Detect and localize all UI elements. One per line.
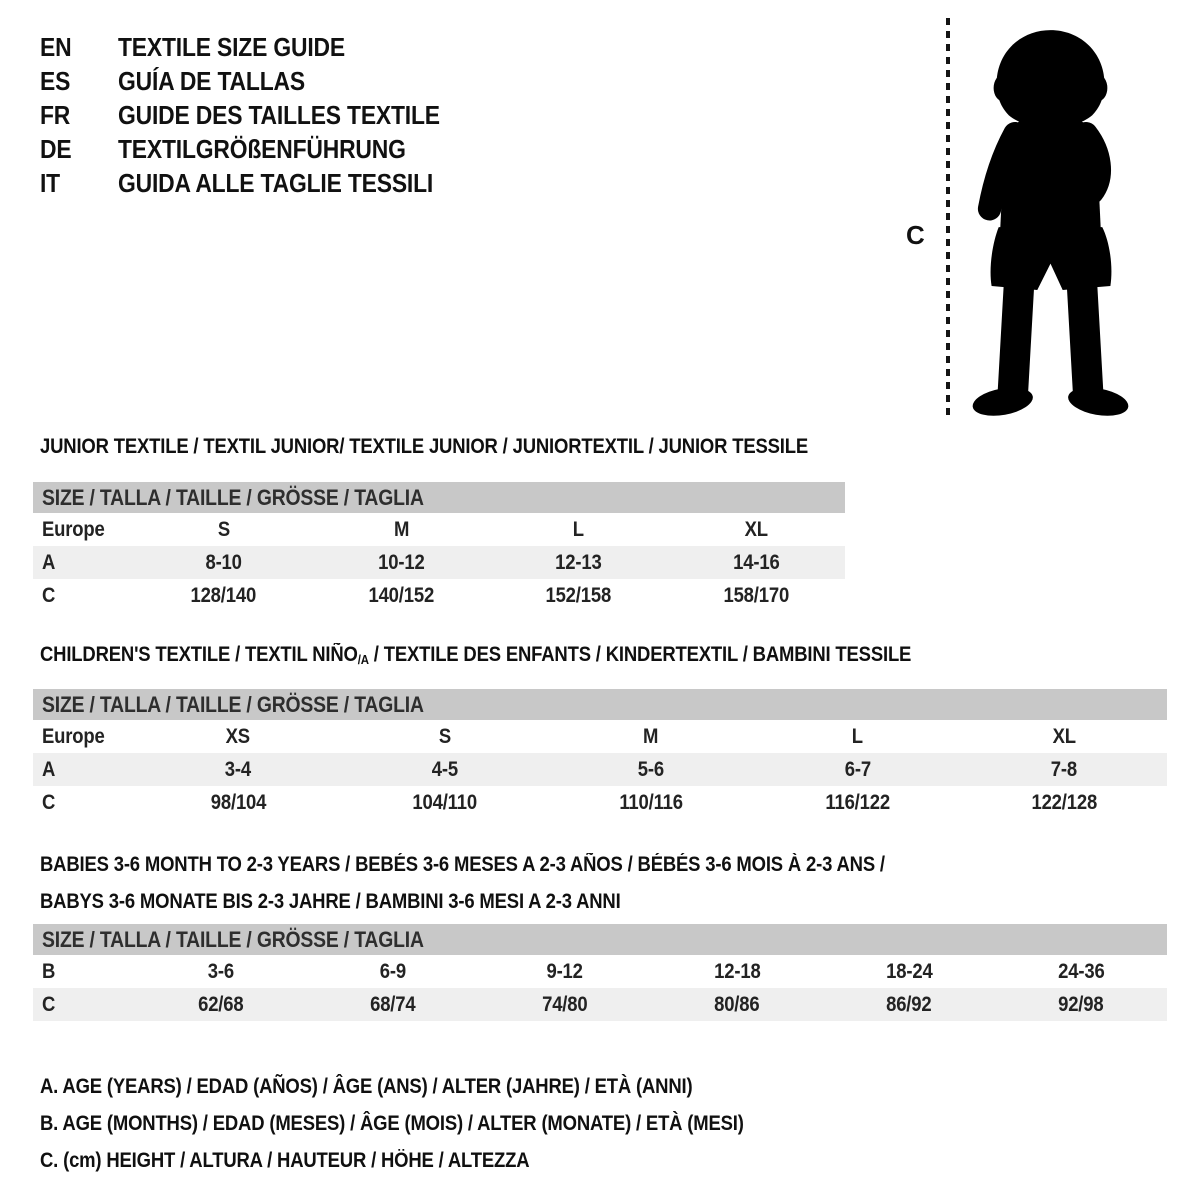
language-label: GUIDE DES TAILLES TEXTILE bbox=[118, 100, 440, 130]
size-cell: 7-8 bbox=[1050, 757, 1077, 781]
size-cell: XL bbox=[744, 517, 768, 541]
row-label: A bbox=[42, 757, 56, 781]
size-cell: 104/110 bbox=[412, 790, 477, 814]
size-cell: 3-6 bbox=[207, 959, 235, 983]
size-cell: 4-5 bbox=[431, 757, 458, 781]
section-title-children: CHILDREN'S TEXTILE / TEXTIL NIÑO/A / TEXTILE DES ENFANTS / KINDERTEXTIL / BAMBINI TESSILE bbox=[40, 643, 912, 667]
size-cell: 24-36 bbox=[1057, 959, 1105, 983]
size-header-bar: SIZE / TALLA / TAILLE / GRÖSSE / TAGLIA bbox=[33, 482, 845, 513]
language-label: GUÍA DE TALLAS bbox=[118, 66, 305, 96]
legend-line-b: B. AGE (MONTHS) / EDAD (MESES) / ÂGE (MOIS) / ALTER (MONATE) / ETÀ (MESI) bbox=[40, 1112, 744, 1135]
language-code: ES bbox=[40, 66, 71, 96]
size-cell: 68/74 bbox=[370, 992, 416, 1016]
size-cell: L bbox=[851, 724, 863, 748]
size-cell: 110/116 bbox=[619, 790, 683, 814]
language-code: FR bbox=[40, 100, 71, 130]
legend-line-a: A. AGE (YEARS) / EDAD (AÑOS) / ÂGE (ANS) / ALTER (JAHRE) / ETÀ (ANNI) bbox=[40, 1075, 693, 1098]
row-label: C bbox=[42, 790, 56, 814]
row-label: Europe bbox=[42, 517, 105, 541]
language-label: GUIDA ALLE TAGLIE TESSILI bbox=[118, 168, 434, 198]
height-measure-dashed-line bbox=[946, 18, 950, 418]
language-row bbox=[40, 30, 484, 64]
size-cell: L bbox=[573, 517, 585, 541]
language-row bbox=[40, 132, 484, 166]
language-code: DE bbox=[40, 134, 72, 164]
size-cell: 10-12 bbox=[378, 550, 425, 574]
size-header-bar: SIZE / TALLA / TAILLE / GRÖSSE / TAGLIA bbox=[33, 924, 1167, 955]
size-cell: M bbox=[643, 724, 659, 748]
language-row bbox=[40, 64, 484, 98]
language-row bbox=[40, 98, 484, 132]
table-row bbox=[33, 579, 845, 612]
language-code: EN bbox=[40, 32, 72, 62]
table-row bbox=[33, 753, 1167, 786]
legend-line-c: C. (cm) HEIGHT / ALTURA / HAUTEUR / HÖHE / ALTEZZA bbox=[40, 1149, 530, 1172]
size-cell: 92/98 bbox=[1058, 992, 1104, 1016]
section-title-babies: BABIES 3-6 MONTH TO 2-3 YEARS / BEBÉS 3-6 MESES A 2-3 AÑOS / BÉBÉS 3-6 MOIS À 2-3 ANS / BABYS 3-6 MONATE BIS 2-3 JAHRE / BAMBINI 3-6 MESI A 2-3 ANNI bbox=[40, 853, 885, 913]
size-cell: 18-24 bbox=[885, 959, 933, 983]
size-cell: 6-7 bbox=[844, 757, 871, 781]
size-cell: 152/158 bbox=[545, 583, 612, 607]
size-header-bar: SIZE / TALLA / TAILLE / GRÖSSE / TAGLIA bbox=[33, 689, 1167, 720]
children-size-table bbox=[33, 689, 1167, 819]
table-row bbox=[33, 988, 1167, 1021]
language-code: IT bbox=[40, 168, 60, 198]
size-cell: 128/140 bbox=[190, 583, 257, 607]
row-label: C bbox=[42, 992, 56, 1016]
babies-size-table bbox=[33, 924, 1167, 1021]
size-cell: 158/170 bbox=[723, 583, 790, 607]
language-guide bbox=[40, 30, 484, 200]
size-cell: 12-18 bbox=[713, 959, 761, 983]
size-cell: 8-10 bbox=[205, 550, 242, 574]
size-cell: S bbox=[217, 517, 230, 541]
table-row bbox=[33, 955, 1167, 988]
language-label: TEXTILGRÖßENFÜHRUNG bbox=[118, 134, 406, 164]
size-cell: 6-9 bbox=[379, 959, 407, 983]
row-label: C bbox=[42, 583, 56, 607]
size-cell: 62/68 bbox=[198, 992, 244, 1016]
size-cell: 98/104 bbox=[210, 790, 266, 814]
size-cell: 122/128 bbox=[1031, 790, 1097, 814]
size-cell: 140/152 bbox=[368, 583, 435, 607]
size-cell: 3-4 bbox=[225, 757, 252, 781]
size-cell: M bbox=[393, 517, 409, 541]
table-row bbox=[33, 720, 1167, 753]
size-cell: 74/80 bbox=[542, 992, 588, 1016]
size-cell: 86/92 bbox=[886, 992, 932, 1016]
language-label: TEXTILE SIZE GUIDE bbox=[118, 32, 345, 62]
language-row bbox=[40, 166, 484, 200]
junior-size-table bbox=[33, 482, 845, 612]
toddler-silhouette-icon bbox=[962, 24, 1140, 420]
table-row bbox=[33, 513, 845, 546]
size-cell: XS bbox=[226, 724, 251, 748]
size-cell: 12-13 bbox=[555, 550, 602, 574]
row-label: A bbox=[42, 550, 56, 574]
size-cell: 9-12 bbox=[546, 959, 584, 983]
row-label: B bbox=[42, 959, 56, 983]
size-cell: 14-16 bbox=[733, 550, 780, 574]
row-label: Europe bbox=[42, 724, 105, 748]
table-row bbox=[33, 786, 1167, 819]
size-cell: 116/122 bbox=[825, 790, 890, 814]
size-cell: XL bbox=[1052, 724, 1076, 748]
measure-label-c: C bbox=[906, 220, 925, 250]
size-cell: 5-6 bbox=[637, 757, 665, 781]
table-row bbox=[33, 546, 845, 579]
section-title-junior: JUNIOR TEXTILE / TEXTIL JUNIOR/ TEXTILE JUNIOR / JUNIORTEXTIL / JUNIOR TESSILE bbox=[40, 435, 809, 458]
size-cell: S bbox=[438, 724, 451, 748]
size-cell: 80/86 bbox=[714, 992, 760, 1016]
measure-legend bbox=[40, 1068, 840, 1179]
